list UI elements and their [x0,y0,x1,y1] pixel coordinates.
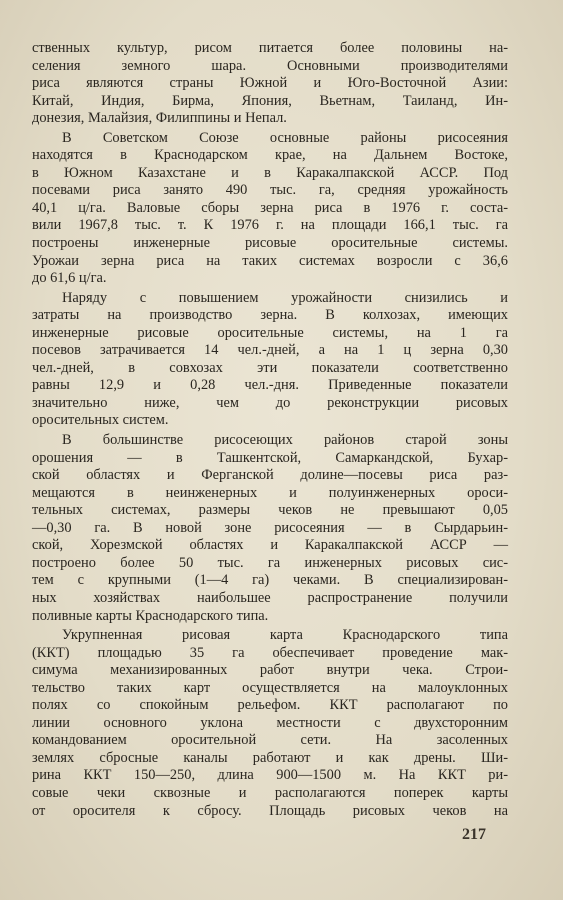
paragraph [32,40,508,128]
text-line: В Советском Союзе основные районы рисосеяния [62,129,508,146]
text-line: посевов затрачивается 14 чел.-дней, а на 1 ц зерна 0,30 [32,342,508,359]
text-line: линии основного уклона местности с двухсторонним [32,714,508,731]
paragraph [32,290,508,430]
text-line: оросительных систем. [32,412,169,429]
text-line: рина ККТ 150—250, длина 900—1500 м. На ККТ ри- [32,767,508,784]
text-line: ской областях и Ферганской долине—посевы риса раз- [32,467,508,484]
text-line: (ККТ) площадью 35 га обеспечивает проведение мак- [32,644,508,661]
text-line: командованием оросительной сети. На засоленных [32,732,508,749]
text-line: Укрупненная рисовая карта Краснодарского типа [62,627,508,644]
text-line: тельных системах, размеры чеков не превышают 0,05 [32,502,508,519]
text-line: до 61,6 ц/га. [32,270,107,287]
text-line: инженерные рисовые оросительные системы, на 1 га [32,324,508,341]
text-line: Урожаи зерна риса на таких системах возросли с 36,6 [32,252,508,269]
text-line: находятся в Краснодарском крае, на Дальнем Востоке, [32,147,508,164]
text-line: значительно ниже, чем до реконструкции рисовых [32,394,508,411]
text-line: ственных культур, рисом питается более половины на- [32,40,508,56]
text-line: мещаются в неинженерных и полуинженерных ороси- [32,484,508,501]
text-line: донезия, Малайзия, Филиппины и Непал. [32,110,287,127]
text-line: орошения — в Ташкентской, Самаркандской, Бухар- [32,449,508,466]
text-line: Наряду с повышением урожайности снизились и [62,289,508,306]
text-line: вили 1967,8 тыс. т. К 1976 г. на площади 166,1 тыс. га [32,217,508,234]
text-line: селения земного шара. Основными производителями [32,57,508,74]
text-line: ных хозяйствах наибольшее распространение получили [32,589,508,606]
text-line: чел.-дней, в совхозах эти показатели соответственно [32,359,508,376]
text-line: в Южном Казахстане и в Каракалпакской АССР. Под [32,164,508,181]
text-line: затраты на производство зерна. В колхозах, имеющих [32,307,508,324]
text-line: землях сбросные каналы работают и как дрены. Ши- [32,749,508,766]
text-line: построено более 50 тыс. га инженерных рисовых сис- [32,554,508,571]
paragraph [32,627,508,820]
text-line: совые чеки сквозные и располагаются поперек карты [32,784,508,801]
text-line: симума механизированных работ внутри чека. Строи- [32,662,508,679]
text-line: В большинстве рисосеющих районов старой зоны [62,432,508,449]
text-line: тем с крупными (1—4 га) чеками. В специализирован- [32,572,508,589]
text-line: ской, Хорезмской областях и Каракалпакской АССР — [32,537,508,554]
text-line: посевами риса занято 490 тыс. га, средняя урожайность [32,182,508,199]
text-line: —0,30 га. В новой зоне рисосеяния — в Сырдарьин- [32,519,508,536]
text-line: Китай, Индия, Бирма, Япония, Вьетнам, Таиланд, Ин- [32,92,508,109]
text-line: 40,1 ц/га. Валовые сборы зерна риса в 1976 г. соста- [32,199,508,216]
text-line: равны 12,9 и 0,28 чел.-дня. Приведенные показатели [32,377,508,394]
text-line: тельство таких карт осуществляется на малоуклонных [32,679,508,696]
paragraph [32,432,508,625]
text-line: построены инженерные рисовые оросительные системы. [32,235,508,252]
paragraph [32,130,508,288]
text-line: от оросителя к сбросу. Площадь рисовых чеков на [32,802,508,819]
text-line: поливные карты Краснодарского типа. [32,607,269,624]
page-text [32,40,508,822]
text-line: риса являются страны Южной и Юго-Восточной Азии: [32,75,508,92]
text-line: полях со спокойным рельефом. ККТ располагают по [32,697,508,714]
page-number: 217 [462,826,486,843]
